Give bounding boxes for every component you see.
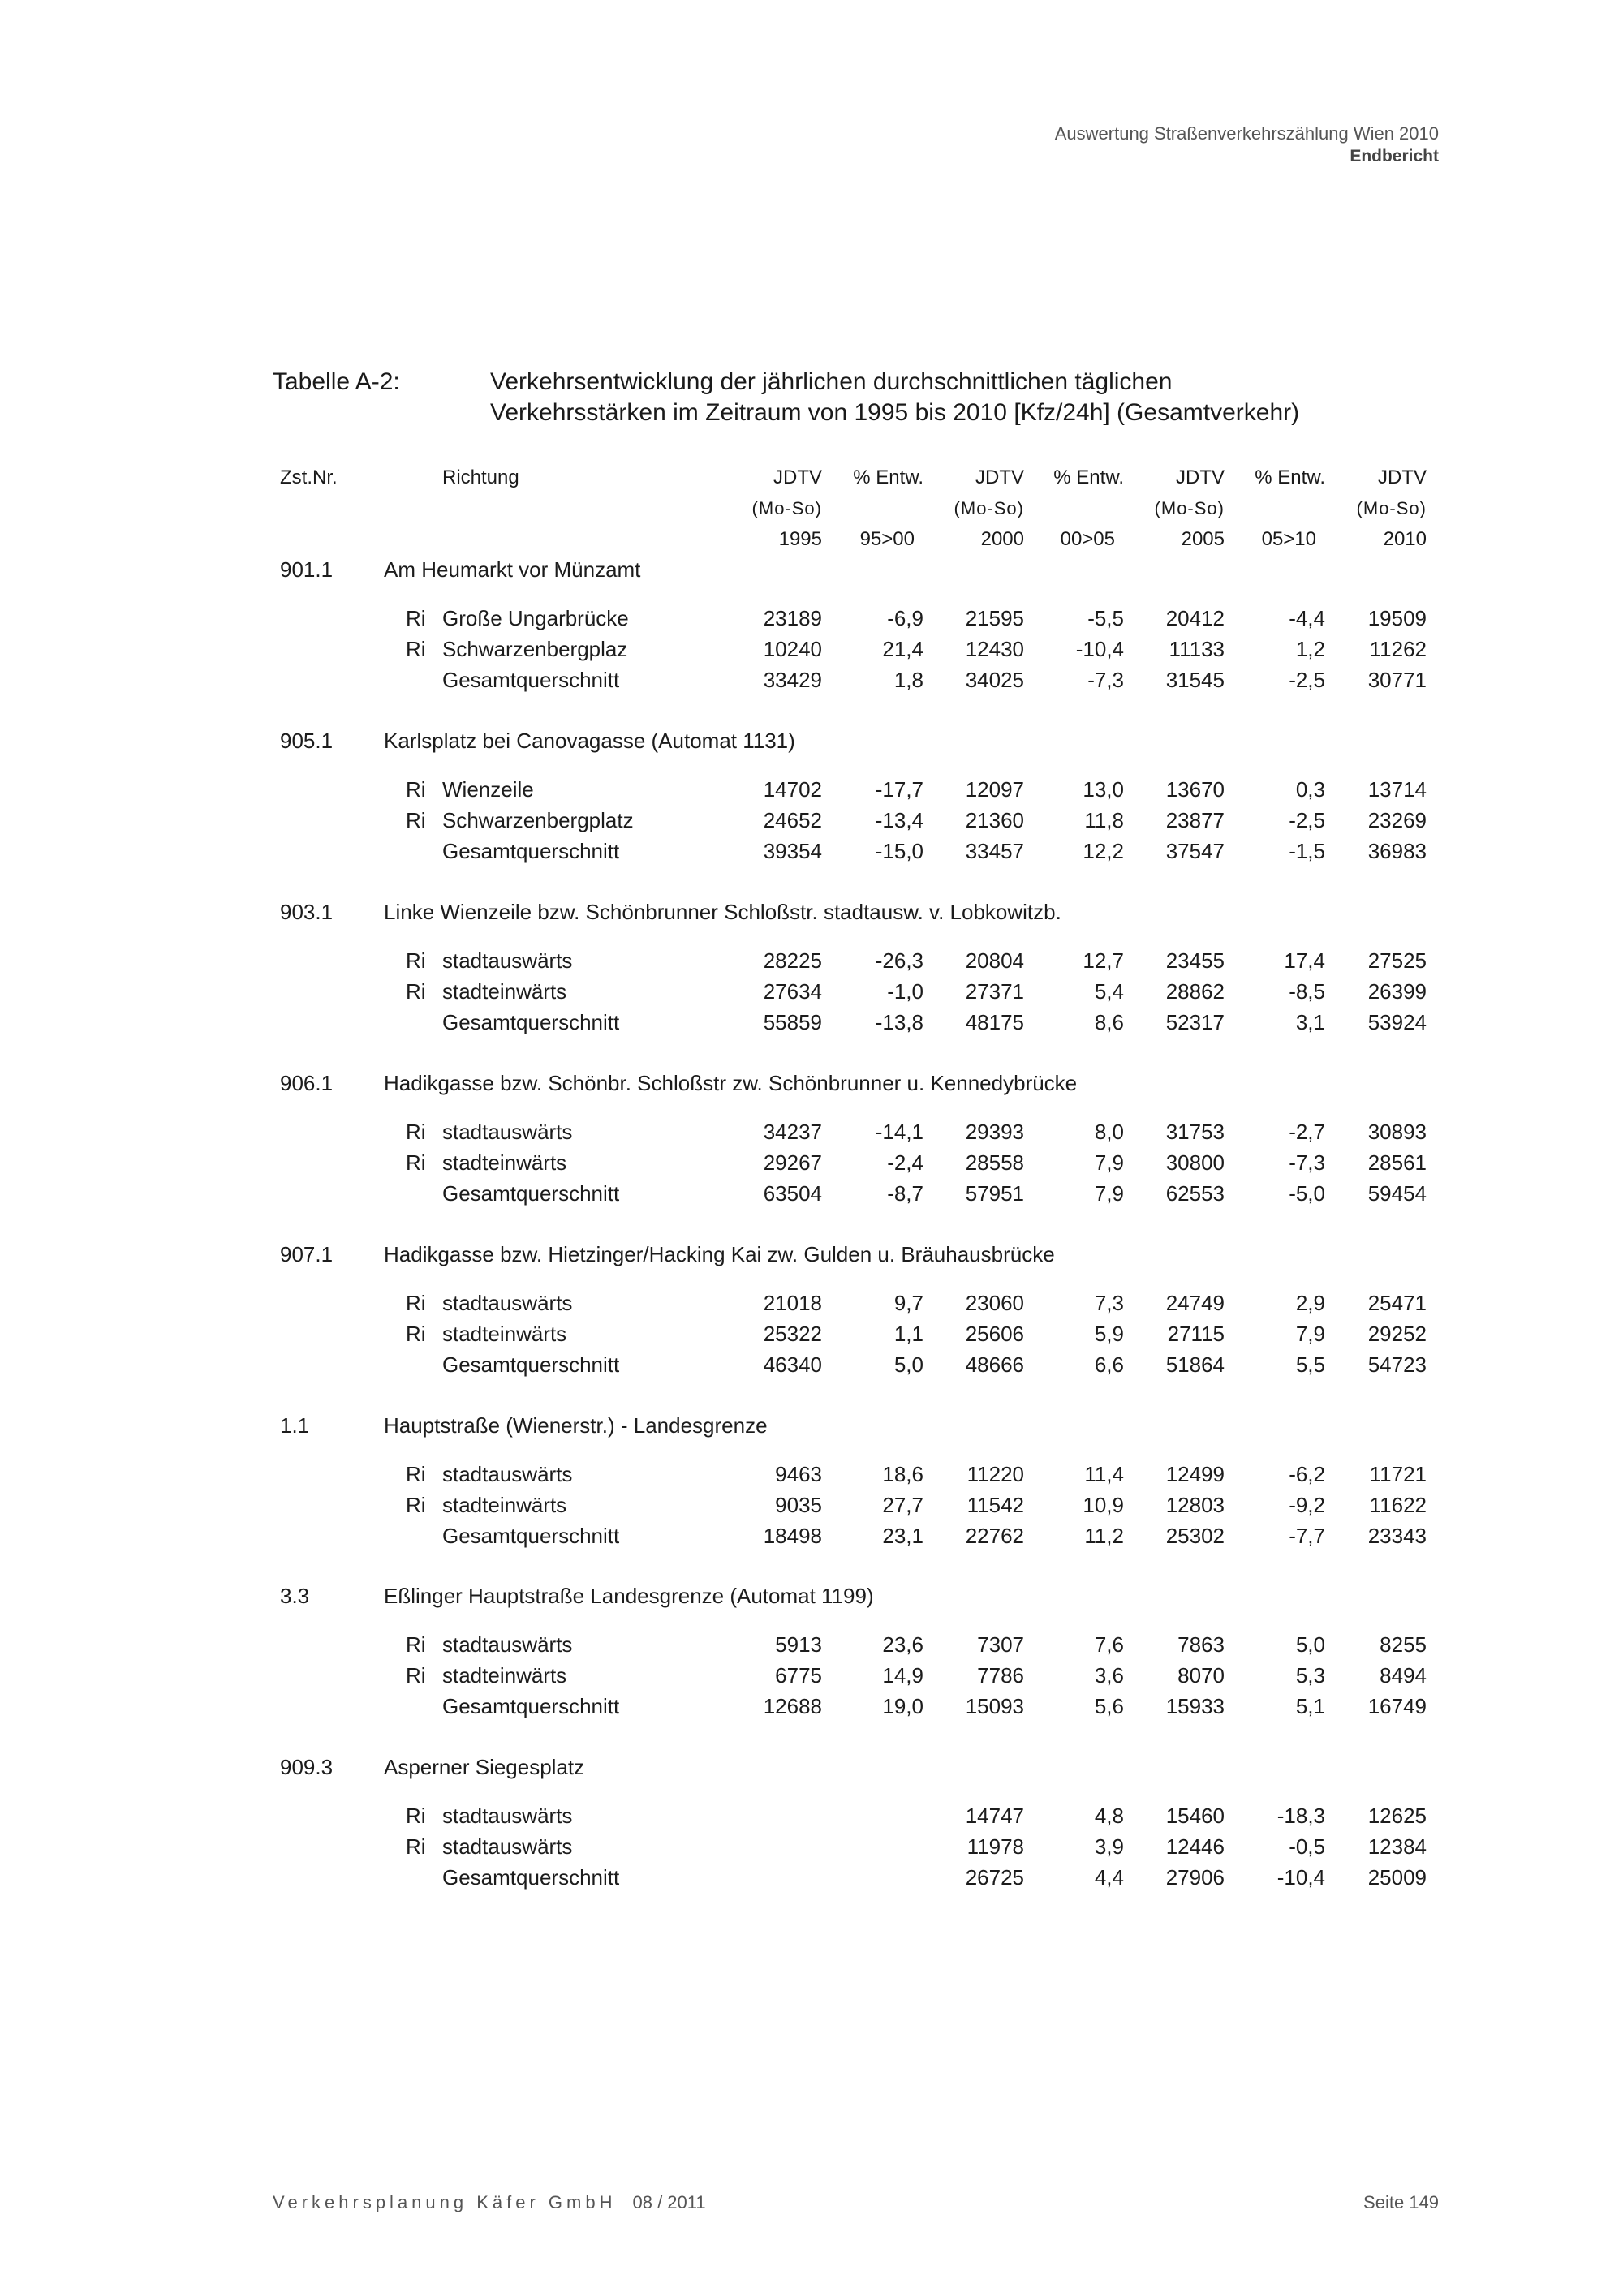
jdtv-value: 29393 [965,1119,1024,1144]
change-value: -8,7 [887,1180,923,1206]
change-value: -5,0 [1289,1180,1325,1206]
change-value: -5,5 [1087,606,1124,630]
jdtv-value: 8255 [1380,1632,1427,1658]
jdtv-value: 37547 [1165,838,1225,863]
direction-prefix: Ri [406,1804,426,1829]
jdtv-value: 53924 [1367,1009,1427,1034]
jdtv-value: 27371 [965,978,1024,1004]
change-value: -10,4 [1075,637,1124,661]
change-value: 5,6 [1094,1694,1124,1719]
jdtv-value: 28862 [1165,978,1225,1004]
jdtv-value: 23189 [763,606,822,630]
jdtv-value: 34025 [965,668,1024,692]
jdtv-value: 8070 [1177,1663,1225,1688]
total-row [0,838,1623,864]
change-value: 12,7 [1083,948,1124,973]
period-header: (Mo-So) [954,498,1024,518]
jdtv-value: 20804 [965,948,1024,973]
station-number: 1.1 [280,1412,310,1438]
station-section [0,1070,1623,1216]
change-value: -26,3 [875,948,923,973]
jdtv-value: 27525 [1367,948,1427,973]
station-name: Am Heumarkt vor Münzamt [384,557,641,582]
jdtv-value: 18498 [763,1523,822,1548]
jdtv-value: 19509 [1367,606,1427,630]
jdtv-value: 51864 [1165,1352,1225,1377]
total-row [0,667,1623,693]
jdtv-value: 11220 [966,1461,1024,1486]
change-value: -2,5 [1289,668,1325,692]
change-value: 8,0 [1094,1119,1124,1144]
direction-label: stadteinwärts [442,1321,567,1346]
station-section [0,1412,1623,1559]
jdtv-value: 63504 [763,1180,822,1206]
change-value: 3,9 [1094,1834,1124,1860]
direction-prefix: Ri [406,1492,426,1517]
jdtv-value: 52317 [1165,1009,1225,1034]
jdtv-value: 26725 [965,1865,1024,1890]
station-section [0,899,1623,1045]
change-value: 5,3 [1295,1663,1325,1688]
change-value: 10,9 [1083,1492,1124,1517]
total-label: Gesamtquerschnitt [442,668,620,692]
jdtv-value: 23343 [1367,1523,1427,1548]
jdtv-header: JDTV [1378,467,1427,488]
change-value: 7,9 [1295,1321,1325,1346]
total-label: Gesamtquerschnitt [442,1865,620,1890]
jdtv-value: 30893 [1367,1119,1427,1144]
direction-prefix: Ri [406,1150,426,1175]
report-type-header: Endbericht [1350,147,1439,166]
direction-label: stadtauswärts [442,1290,573,1315]
station-name: Hauptstraße (Wienerstr.) - Landesgrenze [384,1412,768,1438]
direction-label: Schwarzenbergplaz [442,637,628,661]
change-value: -7,7 [1289,1523,1325,1548]
direction-label: Wienzeile [442,776,534,802]
station-name: Hadikgasse bzw. Schönbr. Schloßstr zw. Schönbrunner u. Kennedybrücke [384,1070,1078,1095]
jdtv-value: 33429 [763,668,822,692]
change-value: 21,4 [882,637,923,661]
period-header: (Mo-So) [1154,498,1225,518]
direction-row [0,776,1623,802]
jdtv-value: 11978 [966,1834,1024,1860]
change-value: -7,3 [1289,1150,1325,1175]
change-value: -13,8 [875,1009,923,1034]
jdtv-value: 10240 [763,637,822,661]
jdtv-value: 24652 [763,807,822,832]
change-value: 2,9 [1295,1290,1325,1315]
jdtv-value: 59454 [1367,1180,1427,1206]
jdtv-value: 23877 [1165,807,1225,832]
direction-prefix: Ri [406,606,426,630]
jdtv-header: JDTV [975,467,1024,488]
jdtv-value: 5913 [775,1632,822,1658]
station-name: Linke Wienzeile bzw. Schönbrunner Schloßstr. stadtausw. v. Lobkowitzb. [384,899,1061,924]
direction-prefix: Ri [406,776,426,802]
direction-label: Schwarzenbergplatz [442,807,634,832]
total-label: Gesamtquerschnitt [442,838,620,863]
direction-row [0,1290,1623,1316]
total-label: Gesamtquerschnitt [442,1009,620,1034]
change-value: -2,4 [887,1150,923,1175]
change-value: 3,1 [1295,1009,1325,1034]
jdtv-value: 12097 [965,776,1024,802]
period-header: (Mo-So) [1356,498,1427,518]
jdtv-value: 48666 [965,1352,1024,1377]
table-title-line-1: Verkehrsentwicklung der jährlichen durchschnittlichen täglichen [490,368,1173,395]
total-row [0,1009,1623,1035]
change-value: 5,1 [1295,1694,1325,1719]
change-period-header: 05>10 [1261,528,1316,550]
change-value: -0,5 [1289,1834,1325,1860]
jdtv-value: 6775 [775,1663,822,1688]
jdtv-value: 34237 [763,1119,822,1144]
jdtv-value: 39354 [763,838,822,863]
change-value: -6,9 [887,606,923,630]
jdtv-value: 25302 [1165,1523,1225,1548]
change-value: 7,9 [1094,1180,1124,1206]
jdtv-value: 12384 [1367,1834,1427,1860]
direction-prefix: Ri [406,978,426,1004]
jdtv-value: 14747 [965,1804,1024,1829]
station-number: 907.1 [280,1241,334,1266]
jdtv-value: 14702 [763,776,822,802]
total-label: Gesamtquerschnitt [442,1180,620,1206]
jdtv-value: 24749 [1165,1290,1225,1315]
change-value: 11,4 [1084,1461,1124,1486]
change-value: 5,9 [1094,1321,1124,1346]
change-value: 18,6 [882,1461,923,1486]
change-value: 5,4 [1094,978,1124,1004]
jdtv-value: 36983 [1367,838,1427,863]
station-name: Eßlinger Hauptstraße Landesgrenze (Automat 1199) [384,1584,874,1609]
direction-row [0,1461,1623,1487]
jdtv-value: 12446 [1165,1834,1225,1860]
jdtv-value: 13714 [1367,776,1427,802]
station-section [0,1583,1623,1729]
jdtv-header: JDTV [773,467,822,488]
direction-label: stadteinwärts [442,978,567,1004]
change-value: 13,0 [1083,776,1124,802]
jdtv-value: 30800 [1165,1150,1225,1175]
direction-label: stadtauswärts [442,1632,573,1658]
change-value: -8,5 [1289,978,1325,1004]
jdtv-value: 11622 [1369,1492,1427,1517]
jdtv-value: 27634 [763,978,822,1004]
report-title-header: Auswertung Straßenverkehrszählung Wien 2010 [1054,123,1439,144]
jdtv-value: 7307 [977,1632,1024,1658]
direction-label: stadteinwärts [442,1150,567,1175]
change-value: 23,6 [882,1632,923,1658]
table-title-line-2: Verkehrsstärken im Zeitraum von 1995 bis 2010 [Kfz/24h] (Gesamtverkehr) [490,399,1300,426]
station-name: Asperner Siegesplatz [384,1755,585,1780]
direction-label: stadteinwärts [442,1492,567,1517]
jdtv-value: 20412 [1165,606,1225,630]
change-value: 17,4 [1284,948,1325,973]
jdtv-value: 23269 [1367,807,1427,832]
direction-prefix: Ri [406,1461,426,1486]
direction-row [0,1803,1623,1829]
direction-label: stadteinwärts [442,1663,567,1688]
change-value: 5,5 [1295,1352,1325,1377]
year-header: 1995 [778,528,822,550]
year-header: 2000 [980,528,1024,550]
change-value: 27,7 [882,1492,923,1517]
jdtv-value: 25009 [1367,1865,1427,1890]
direction-column-header: Richtung [442,467,519,488]
change-value: 7,9 [1094,1150,1124,1175]
period-header: (Mo-So) [751,498,822,518]
change-value: -2,5 [1289,807,1325,832]
station-number: 903.1 [280,899,334,924]
jdtv-value: 12430 [965,637,1024,661]
total-row [0,1352,1623,1378]
jdtv-value: 12625 [1367,1804,1427,1829]
jdtv-value: 28225 [763,948,822,973]
direction-row [0,807,1623,833]
jdtv-header: JDTV [1176,467,1225,488]
jdtv-value: 57951 [965,1180,1024,1206]
footer-date: 08 / 2011 [632,2192,706,2212]
direction-row [0,1119,1623,1145]
jdtv-value: 9463 [775,1461,822,1486]
direction-prefix: Ri [406,1834,426,1860]
direction-label: stadtauswärts [442,948,573,973]
jdtv-value: 54723 [1367,1352,1427,1377]
change-header: % Entw. [1053,467,1124,488]
jdtv-value: 28558 [965,1150,1024,1175]
change-value: 4,4 [1094,1865,1124,1890]
station-column-header: Zst.Nr. [280,467,338,488]
jdtv-value: 29252 [1367,1321,1427,1346]
change-value: 7,6 [1094,1632,1124,1658]
change-value: 6,6 [1094,1352,1124,1377]
jdtv-value: 12688 [763,1694,822,1719]
jdtv-value: 15460 [1165,1804,1225,1829]
direction-row [0,1321,1623,1347]
change-value: -4,4 [1289,606,1325,630]
station-section [0,1241,1623,1387]
jdtv-value: 7863 [1177,1632,1225,1658]
direction-prefix: Ri [406,1119,426,1144]
jdtv-value: 11542 [966,1492,1024,1517]
jdtv-value: 12499 [1165,1461,1225,1486]
change-header: % Entw. [1255,467,1325,488]
direction-row [0,1834,1623,1860]
year-header: 2005 [1181,528,1225,550]
jdtv-value: 46340 [763,1352,822,1377]
change-value: 0,3 [1295,776,1325,802]
jdtv-value: 33457 [965,838,1024,863]
station-number: 3.3 [280,1584,310,1609]
direction-label: stadtauswärts [442,1834,573,1860]
direction-prefix: Ri [406,1663,426,1688]
change-value: 23,1 [882,1523,923,1548]
change-value: -9,2 [1289,1492,1325,1517]
total-row [0,1864,1623,1890]
jdtv-value: 11721 [1369,1461,1427,1486]
change-value: -15,0 [875,838,923,863]
total-row [0,1693,1623,1719]
change-value: 3,6 [1094,1663,1124,1688]
change-value: 1,8 [893,668,923,692]
jdtv-value: 25322 [763,1321,822,1346]
change-value: 5,0 [893,1352,923,1377]
change-header: % Entw. [853,467,923,488]
direction-row [0,1150,1623,1176]
jdtv-value: 28561 [1367,1150,1427,1175]
jdtv-value: 31753 [1165,1119,1225,1144]
jdtv-value: 22762 [965,1523,1024,1548]
footer-company: Verkehrsplanung Käfer GmbH [273,2192,617,2212]
station-section [0,728,1623,874]
change-value: 8,6 [1094,1009,1124,1034]
jdtv-value: 23455 [1165,948,1225,973]
direction-prefix: Ri [406,807,426,832]
change-value: -10,4 [1276,1865,1325,1890]
jdtv-value: 31545 [1165,668,1225,692]
change-value: 9,7 [893,1290,923,1315]
station-number: 901.1 [280,557,334,582]
change-value: -6,2 [1289,1461,1325,1486]
jdtv-value: 21595 [965,606,1024,630]
jdtv-value: 29267 [763,1150,822,1175]
station-section [0,557,1623,703]
direction-label: stadtauswärts [442,1461,573,1486]
direction-row [0,1492,1623,1518]
change-value: 11,2 [1084,1523,1124,1548]
jdtv-value: 13670 [1165,776,1225,802]
direction-prefix: Ri [406,1632,426,1658]
station-number: 906.1 [280,1070,334,1095]
direction-prefix: Ri [406,948,426,973]
jdtv-value: 12803 [1165,1492,1225,1517]
year-header: 2010 [1383,528,1427,550]
change-value: -14,1 [875,1119,923,1144]
station-number: 905.1 [280,728,334,753]
jdtv-value: 48175 [965,1009,1024,1034]
change-value: 14,9 [882,1663,923,1688]
direction-label: stadtauswärts [442,1119,573,1144]
jdtv-value: 15933 [1165,1694,1225,1719]
jdtv-value: 30771 [1367,668,1427,692]
jdtv-value: 21018 [763,1290,822,1315]
change-value: -18,3 [1276,1804,1325,1829]
direction-row [0,1632,1623,1658]
change-period-header: 00>05 [1060,528,1115,550]
change-value: 12,2 [1083,838,1124,863]
table-label: Tabelle A-2: [273,368,400,395]
change-value: -1,5 [1289,838,1325,863]
change-value: 19,0 [882,1694,923,1719]
change-value: -2,7 [1289,1119,1325,1144]
direction-prefix: Ri [406,1290,426,1315]
direction-row [0,636,1623,662]
jdtv-value: 9035 [775,1492,822,1517]
station-section [0,1754,1623,1900]
jdtv-value: 15093 [965,1694,1024,1719]
jdtv-value: 21360 [965,807,1024,832]
footer-imprint [273,2190,706,2216]
jdtv-value: 27115 [1167,1321,1225,1346]
direction-label: stadtauswärts [442,1804,573,1829]
jdtv-value: 26399 [1367,978,1427,1004]
change-value: -17,7 [875,776,923,802]
jdtv-value: 7786 [977,1663,1024,1688]
jdtv-value: 25471 [1367,1290,1427,1315]
station-name: Karlsplatz bei Canovagasse (Automat 1131) [384,728,795,753]
change-value: 7,3 [1094,1290,1124,1315]
jdtv-value: 55859 [763,1009,822,1034]
page-number: Seite 149 [1363,2192,1439,2212]
jdtv-value: 11133 [1169,637,1225,661]
direction-prefix: Ri [406,637,426,661]
direction-label: Große Ungarbrücke [442,606,629,630]
total-row [0,1180,1623,1206]
jdtv-value: 8494 [1380,1663,1427,1688]
jdtv-value: 16749 [1367,1694,1427,1719]
change-value: 1,2 [1295,637,1325,661]
change-value: 1,1 [893,1321,923,1346]
jdtv-value: 27906 [1165,1865,1225,1890]
jdtv-value: 62553 [1165,1180,1225,1206]
total-label: Gesamtquerschnitt [442,1523,620,1548]
direction-row [0,605,1623,631]
change-value: -1,0 [887,978,923,1004]
station-name: Hadikgasse bzw. Hietzinger/Hacking Kai zw. Gulden u. Bräuhausbrücke [384,1241,1055,1266]
direction-row [0,1662,1623,1688]
change-value: 11,8 [1084,807,1124,832]
total-label: Gesamtquerschnitt [442,1352,620,1377]
station-number: 909.3 [280,1755,334,1780]
direction-row [0,948,1623,974]
change-value: -13,4 [875,807,923,832]
change-value: -7,3 [1087,668,1124,692]
jdtv-value: 23060 [965,1290,1024,1315]
jdtv-value: 25606 [965,1321,1024,1346]
direction-prefix: Ri [406,1321,426,1346]
change-value: 4,8 [1094,1804,1124,1829]
total-label: Gesamtquerschnitt [442,1694,620,1719]
change-period-header: 95>00 [859,528,915,550]
jdtv-value: 11262 [1369,637,1427,661]
total-row [0,1523,1623,1549]
direction-row [0,978,1623,1004]
change-value: 5,0 [1295,1632,1325,1658]
